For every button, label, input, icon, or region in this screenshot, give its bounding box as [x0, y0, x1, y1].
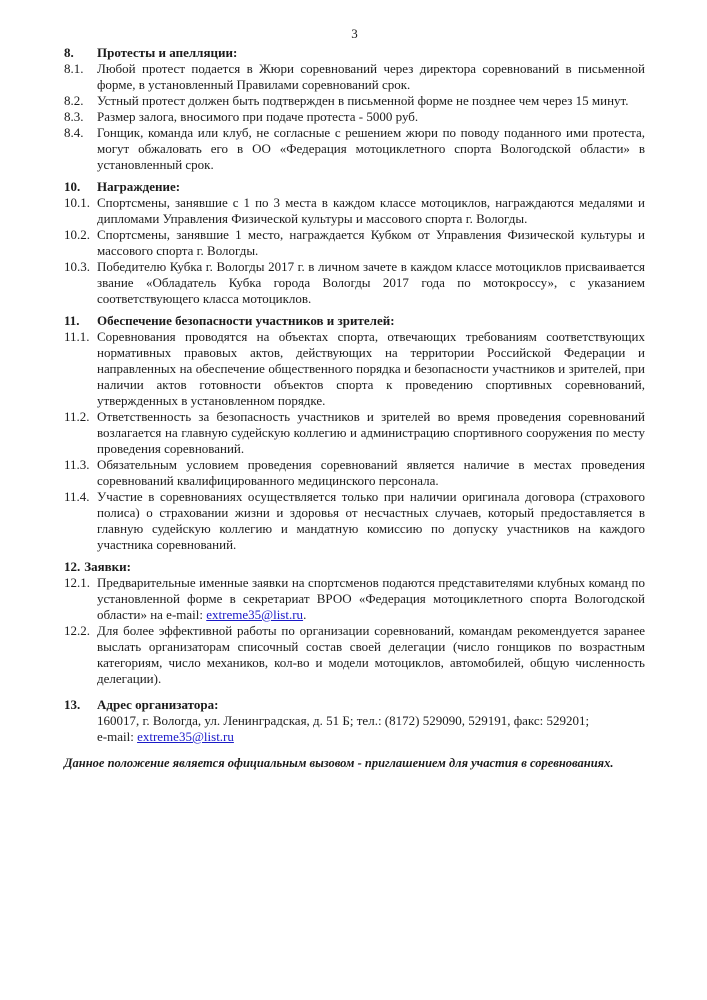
- section-title: Обеспечение безопасности участников и зрителей:: [97, 313, 395, 328]
- section-title: Адрес организатора:: [97, 697, 219, 712]
- section-number: 11.: [64, 313, 80, 328]
- item-number: 12.1.: [64, 575, 90, 590]
- section-title: Протесты и апелляции:: [97, 45, 238, 60]
- item-text-after-link: .: [303, 607, 307, 622]
- list-item: [64, 227, 645, 259]
- organizer-address-line: 160017, г. Вологда, ул. Ленинградская, д. 51 Б; тел.: (8172) 529090, 529191, факс: 529201;: [97, 713, 590, 728]
- list-item: [64, 329, 645, 409]
- item-text: Спортсмены, занявшие 1 место, награждается Кубком от Управления Физической культуры и массового спорта г. Вологды.: [97, 227, 645, 258]
- item-number: 11.3.: [64, 457, 90, 472]
- item-text-before-link: Предварительные именные заявки на спортсменов подаются представителями клубных команд по установленной форме в секретариат ВРОО «Федерация мотоциклетного спорта Вологодской области» на e-mail:: [97, 575, 645, 622]
- list-item: [64, 61, 645, 93]
- email-link[interactable]: extreme35@list.ru: [206, 607, 304, 622]
- section-safety: [64, 313, 645, 553]
- section-entries: [64, 559, 645, 687]
- item-text: Участие в соревнованиях осуществляется только при наличии оригинала договора (страхового полиса) о страховании жизни и здоровья от несчастных случаев, который предоставляется в главную судейскую коллегию и мандатную комиссию по допуску участников на каждого участника соревнований.: [97, 489, 645, 552]
- organizer-email-line: [64, 729, 645, 745]
- section-heading: [64, 179, 645, 195]
- official-invitation-note: Данное положение является официальным вызовом - приглашением для участия в соревнованиях.: [64, 756, 614, 770]
- item-number: 8.4.: [64, 125, 84, 140]
- item-text: Размер залога, вносимого при подаче протеста - 5000 руб.: [97, 109, 419, 124]
- item-number: 10.3.: [64, 259, 90, 274]
- document-content: [64, 26, 645, 771]
- item-text: [97, 575, 645, 622]
- list-item: [64, 457, 645, 489]
- section-number: 8.: [64, 45, 74, 60]
- page-number: 3: [351, 26, 358, 41]
- item-number: 8.3.: [64, 109, 84, 124]
- list-item: [64, 489, 645, 553]
- item-number: 10.1.: [64, 195, 90, 210]
- item-text: Обязательным условием проведения соревнований является наличие в местах проведения соревнований квалифицированного медицинского персонала.: [97, 457, 645, 488]
- section-number: 13.: [64, 697, 81, 712]
- item-text: Для более эффективной работы по организации соревнований, командам рекомендуется заранее выслать организаторам списочный состав своей делегации (число гонщиков по возрастным категориям, число механиков, кол-во и модели мотоциклов, автомобилей, общую численность делегации).: [97, 623, 645, 686]
- item-number: 11.1.: [64, 329, 90, 344]
- list-item: [64, 409, 645, 457]
- item-text: Спортсмены, занявшие с 1 по 3 места в каждом классе мотоциклов, награждаются медалями и дипломами Управления Физической культуры и массового спорта г. Вологды.: [97, 195, 645, 226]
- section-heading: [64, 45, 645, 61]
- email-link[interactable]: extreme35@list.ru: [137, 729, 234, 744]
- email-label: e-mail:: [97, 729, 138, 744]
- section-protests: [64, 45, 645, 173]
- item-text: Гонщик, команда или клуб, не согласные с решением жюри по поводу поданного ими протеста, могут обжаловать его в ОО «Федерация мотоциклетного спорта Вологодской области» в установленный срок.: [97, 125, 645, 172]
- section-heading: [64, 559, 645, 575]
- item-number: 12.2.: [64, 623, 90, 638]
- section-heading: [64, 313, 645, 329]
- list-item: [64, 109, 645, 125]
- item-number: 11.4.: [64, 489, 90, 504]
- list-item: [64, 93, 645, 109]
- item-text: Любой протест подается в Жюри соревнований через директора соревнований в письменной форме, в установленный Правилами соревнований срок.: [97, 61, 645, 92]
- item-number: 8.1.: [64, 61, 84, 76]
- list-item: [64, 125, 645, 173]
- item-number: 11.2.: [64, 409, 90, 424]
- item-number: 8.2.: [64, 93, 84, 108]
- item-text: Победителю Кубка г. Вологды 2017 г. в личном зачете в каждом классе мотоциклов присваивается звание «Обладатель Кубка города Вологды 2017 года по мотокроссу», с указанием соответствующего класса мотоциклов.: [97, 259, 645, 306]
- list-item: [64, 195, 645, 227]
- section-number: 10.: [64, 179, 81, 194]
- list-item: [64, 259, 645, 307]
- item-text: Соревнования проводятся на объектах спорта, отвечающих требованиям соответствующих нормативных правовых актов, действующих на территории Российской Федерации и направленных на обеспечение общественного порядка и безопасности участников и зрителей, при наличии актов готовности объектов спорта к проведению спортивных соревнований, утвержденных в установленном порядке.: [97, 329, 645, 408]
- section-organizer-address: [64, 697, 645, 745]
- section-title: Награждение:: [97, 179, 181, 194]
- section-heading: [64, 697, 645, 713]
- item-number: 10.2.: [64, 227, 90, 242]
- section-awards: [64, 179, 645, 307]
- list-item: [64, 575, 645, 623]
- item-text: Устный протест должен быть подтвержден в письменной форме не позднее чем через 15 минут.: [97, 93, 629, 108]
- list-item: [64, 623, 645, 687]
- section-number: 12.: [64, 559, 81, 574]
- section-title: Заявки:: [84, 559, 131, 574]
- item-text: Ответственность за безопасность участников и зрителей во время проведения соревнований возлагается на главную судейскую коллегию и администрацию спортивного сооружения по месту проведения соревнований.: [97, 409, 645, 456]
